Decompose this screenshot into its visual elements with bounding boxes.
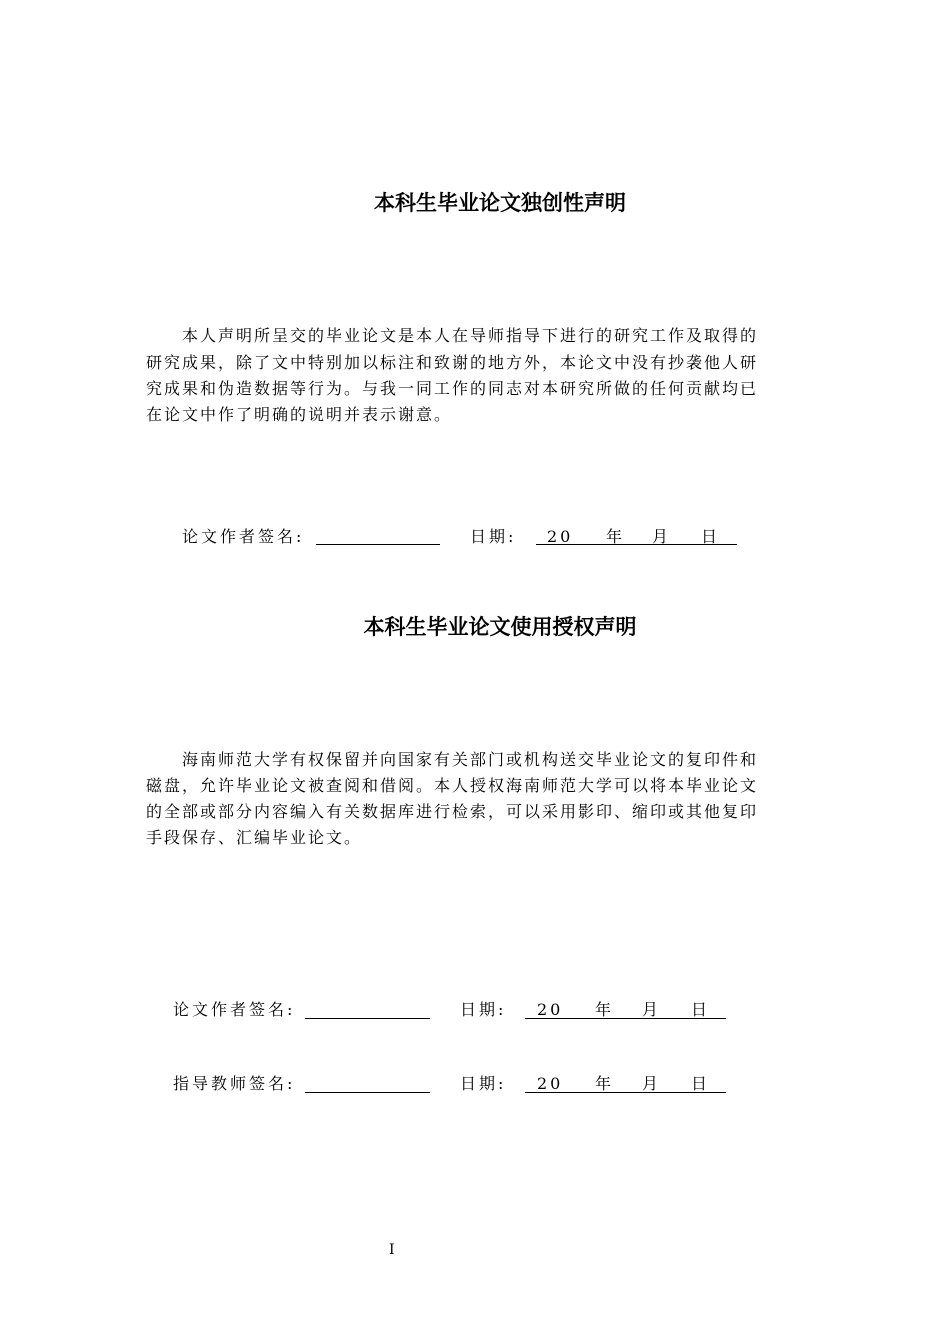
- advisor-signature-field[interactable]: [305, 1092, 430, 1093]
- page-number: I: [389, 1242, 395, 1258]
- author-signature-field[interactable]: [305, 1018, 430, 1019]
- day-label: 日: [691, 1074, 711, 1093]
- paragraph-line: 究成果和伪造数据等行为。与我一同工作的同志对本研究所做的任何贡献均已: [146, 379, 759, 398]
- day-label: 日: [701, 527, 721, 546]
- author-signature-label: 论文作者签名:: [173, 1000, 296, 1019]
- day-label: 日: [691, 1000, 711, 1019]
- date-label: 日期:: [470, 527, 517, 546]
- year-label: 年: [595, 1000, 615, 1019]
- paragraph-line: 手段保存、汇编毕业论文。: [146, 828, 363, 847]
- date-label: 日期:: [460, 1000, 507, 1019]
- year-prefix: 20: [547, 527, 574, 546]
- authorization-title: 本科生毕业论文使用授权声明: [363, 615, 637, 639]
- year-prefix: 20: [537, 1074, 564, 1093]
- month-label: 月: [642, 1074, 662, 1093]
- paragraph-line: 海南师范大学有权保留并向国家有关部门或机构送交毕业论文的复印件和: [182, 750, 759, 769]
- paragraph-line: 的全部或部分内容编入有关数据库进行检索，可以采用影印、缩印或其他复印: [146, 802, 759, 821]
- paragraph-line: 研究成果，除了文中特别加以标注和致谢的地方外，本论文中没有抄袭他人研: [146, 353, 759, 372]
- year-label: 年: [606, 527, 626, 546]
- author-signature-label: 论文作者签名:: [182, 527, 305, 546]
- paragraph-line: 磁盘，允许毕业论文被查阅和借阅。本人授权海南师范大学可以将本毕业论文: [146, 776, 759, 795]
- month-label: 月: [642, 1000, 662, 1019]
- year-prefix: 20: [537, 1000, 564, 1019]
- author-signature-field[interactable]: [316, 544, 440, 545]
- originality-title: 本科生毕业论文独创性声明: [374, 191, 626, 215]
- paragraph-line: 在论文中作了明确的说明并表示谢意。: [146, 405, 453, 424]
- month-label: 月: [652, 527, 672, 546]
- paragraph-line: 本人声明所呈交的毕业论文是本人在导师指导下进行的研究工作及取得的: [182, 326, 759, 345]
- date-label: 日期:: [460, 1074, 507, 1093]
- advisor-signature-label: 指导教师签名:: [173, 1074, 296, 1093]
- year-label: 年: [595, 1074, 615, 1093]
